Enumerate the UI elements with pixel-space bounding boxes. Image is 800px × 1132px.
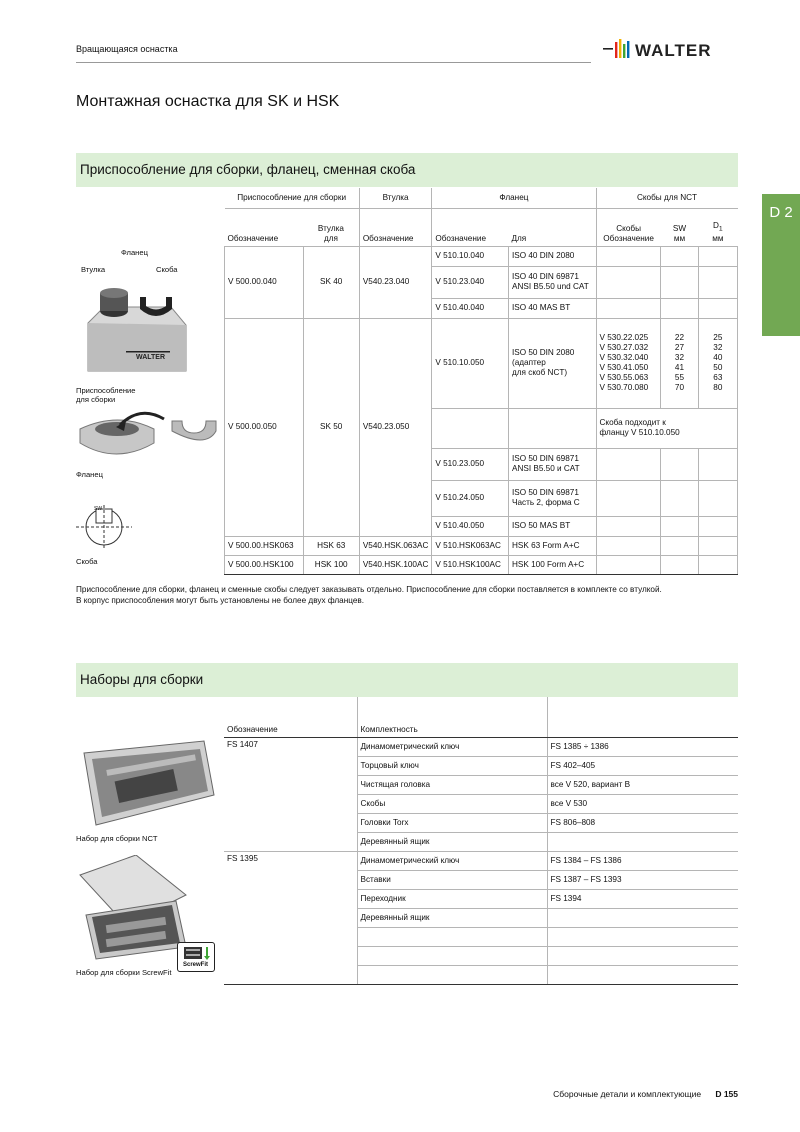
screwfit-badge-label: ScrewFit bbox=[182, 962, 208, 968]
device-cell: V 500.00.HSK100 bbox=[225, 555, 304, 574]
table-row bbox=[224, 851, 738, 870]
header-section-title: Вращающаяся оснастка bbox=[76, 44, 178, 54]
device-cell: V 500.00.040 bbox=[225, 246, 304, 318]
sw-list: 22 27 32 41 55 70 bbox=[661, 318, 698, 408]
label-clip: Скоба bbox=[76, 557, 98, 566]
device-cell: V 500.00.050 bbox=[225, 318, 304, 536]
flange-for-cell: ISO 40 MAS BT bbox=[508, 298, 596, 318]
set-item-name: Вставки bbox=[357, 870, 547, 889]
note-line: Приспособление для сборки, фланец и сменные скобы следует заказывать отдельно. Приспособление для сборки поставляется в комплекте со втулкой. bbox=[76, 585, 662, 594]
set-item-name: Динамометрический ключ bbox=[357, 737, 547, 756]
col-flange-for: Для bbox=[508, 208, 596, 246]
set-item-name: Торцовый ключ bbox=[357, 756, 547, 775]
group-device: Приспособление для сборки bbox=[225, 188, 360, 208]
set-item-value: FS 402–405 bbox=[547, 756, 738, 775]
set-item-value: FS 806–808 bbox=[547, 813, 738, 832]
col-d1: $D_1$ мм bbox=[712, 220, 724, 243]
col-set-contents: Комплектность bbox=[357, 697, 547, 737]
label-dim-sw: SW bbox=[94, 506, 103, 512]
flange-cell: V 510.HSK100AC bbox=[432, 555, 509, 574]
set-item-value: FS 1387 – FS 1393 bbox=[547, 870, 738, 889]
flange-cell: V 510.24.050 bbox=[432, 480, 509, 516]
flange-for-cell: ISO 50 DIN 69871 ANSI B5.50 и CAT bbox=[508, 448, 596, 480]
group-sleeve: Втулка bbox=[359, 188, 432, 208]
set-item-value: все V 530 bbox=[547, 794, 738, 813]
group-flange: Фланец bbox=[432, 188, 596, 208]
flange-cell: V 510.23.050 bbox=[432, 448, 509, 480]
set-item-name: Чистящая головка bbox=[357, 775, 547, 794]
set-item-value: FS 1385 ÷ 1386 bbox=[547, 737, 738, 756]
sleeve-cell: V540.HSK.063AC bbox=[359, 536, 432, 555]
set-item-name: Динамометрический ключ bbox=[357, 851, 547, 870]
set-item-name bbox=[357, 927, 547, 946]
flange-for-cell: ISO 50 MAS BT bbox=[508, 516, 596, 536]
device-image bbox=[76, 273, 216, 378]
chapter-tab[interactable] bbox=[762, 194, 800, 336]
set-item-value: FS 1394 bbox=[547, 889, 738, 908]
flange-for-cell: ISO 50 DIN 69871 Часть 2, форма С bbox=[508, 480, 596, 516]
section1-illustrations bbox=[76, 243, 224, 573]
sleeve-cell: V540.23.040 bbox=[359, 246, 432, 318]
flange-cell: V 510.40.050 bbox=[432, 516, 509, 536]
set-item-value bbox=[547, 946, 738, 965]
flange-cell: V 510.HSK063AC bbox=[432, 536, 509, 555]
d1-list: 25 32 40 50 63 80 bbox=[698, 318, 737, 408]
note-line: В корпус приспособления могут быть установлены не более двух фланцев. bbox=[76, 596, 365, 606]
flange-cell: V 510.23.040 bbox=[432, 266, 509, 298]
screwfit-set-label: Набор для сборки ScrewFit bbox=[76, 968, 172, 977]
flange-cell: V 510.10.040 bbox=[432, 246, 509, 266]
set-item-value: FS 1384 – FS 1386 bbox=[547, 851, 738, 870]
label-device: Приспособление bbox=[76, 386, 136, 395]
set-item-name: Головки Torx bbox=[357, 813, 547, 832]
sleeve-for-cell: HSK 100 bbox=[303, 555, 359, 574]
col-designation: Обозначение bbox=[227, 233, 279, 243]
group-clips: Скобы для NCT bbox=[596, 188, 738, 208]
footer bbox=[553, 1089, 738, 1099]
flange-for-cell: HSK 63 Form A+C bbox=[508, 536, 596, 555]
set-item-name: Деревянный ящик bbox=[357, 908, 547, 927]
col-sw: SW мм bbox=[672, 223, 687, 243]
flange-for-cell: ISO 40 DIN 69871 ANSI B5.50 und CAT bbox=[508, 266, 596, 298]
sets-table bbox=[224, 697, 738, 985]
table-row bbox=[225, 536, 738, 555]
label-device-2: для сборки bbox=[76, 395, 116, 404]
sleeve-cell: V540.HSK.100AC bbox=[359, 555, 432, 574]
nct-set-label: Набор для сборки NCT bbox=[76, 834, 158, 843]
nct-set-image bbox=[76, 735, 216, 831]
table-row bbox=[225, 555, 738, 574]
svg-text:WALTER: WALTER bbox=[136, 354, 166, 361]
col-sleeve-designation: Обозначение bbox=[359, 208, 432, 246]
set1-designation: FS 1407 bbox=[224, 737, 357, 851]
svg-text:WALTER: WALTER bbox=[635, 41, 712, 60]
col-sleeve-for: Втулка для bbox=[303, 208, 359, 246]
section1-notes bbox=[76, 584, 738, 606]
set-item-value: все V 520, вариант B bbox=[547, 775, 738, 794]
set2-designation: FS 1395 bbox=[224, 851, 357, 984]
flange-cell: V 510.10.050 bbox=[432, 318, 509, 408]
label-clip-top: Скоба bbox=[156, 265, 178, 274]
col-clip-designation: Скобы Обозначение bbox=[603, 223, 654, 243]
set-item-name bbox=[357, 946, 547, 965]
page-number: D 155 bbox=[715, 1089, 738, 1099]
section2-title: Наборы для сборки bbox=[80, 672, 204, 687]
col-set-designation: Обозначение bbox=[224, 697, 357, 737]
device-cell: V 500.00.HSK063 bbox=[225, 536, 304, 555]
set-item-name: Деревянный ящик bbox=[357, 832, 547, 851]
screwfit-icon bbox=[178, 944, 214, 962]
sleeve-for-cell: SK 40 bbox=[303, 246, 359, 318]
sleeve-cell: V540.23.050 bbox=[359, 318, 432, 536]
page-title: Монтажная оснастка для SK и HSK bbox=[76, 93, 340, 110]
flange-image bbox=[76, 411, 224, 473]
label-sleeve: Втулка bbox=[81, 265, 106, 274]
table-row bbox=[225, 246, 738, 266]
set-item-value bbox=[547, 927, 738, 946]
section1-title: Приспособление для сборки, фланец, сменная скоба bbox=[80, 162, 416, 177]
clip-list: V 530.22.025 V 530.27.032 V 530.32.040 V 530.41.050 V 530.55.063 V 530.70.080 bbox=[596, 318, 661, 408]
assembly-table bbox=[224, 188, 738, 575]
header-divider bbox=[76, 62, 591, 63]
flange-for-cell: ISO 50 DIN 2080 (адаптер для скоб NCT) bbox=[508, 318, 596, 408]
set-item-value bbox=[547, 965, 738, 984]
clip-note: Скоба подходит к фланцу V 510.10.050 bbox=[596, 408, 738, 448]
footer-text: Сборочные детали и комплектующие bbox=[553, 1089, 702, 1099]
chapter-tab-label: D 2 bbox=[769, 204, 793, 221]
set-item-name: Переходник bbox=[357, 889, 547, 908]
table-row bbox=[225, 318, 738, 408]
sleeve-for-cell: HSK 63 bbox=[303, 536, 359, 555]
label-flange-top: Фланец bbox=[121, 248, 148, 257]
flange-cell: V 510.40.040 bbox=[432, 298, 509, 318]
flange-for-cell: HSK 100 Form A+C bbox=[508, 555, 596, 574]
screwfit-badge bbox=[177, 942, 215, 972]
flange-for-cell: ISO 40 DIN 2080 bbox=[508, 246, 596, 266]
set-item-name: Скобы bbox=[357, 794, 547, 813]
clip-drawing bbox=[76, 505, 136, 555]
set-item-value bbox=[547, 908, 738, 927]
sleeve-for-cell: SK 50 bbox=[303, 318, 359, 536]
table-row bbox=[224, 737, 738, 756]
walter-logo bbox=[603, 38, 743, 60]
label-flange: Фланец bbox=[76, 470, 103, 479]
set-item-name bbox=[357, 965, 547, 984]
col-flange-designation: Обозначение bbox=[435, 233, 486, 243]
set-item-value bbox=[547, 832, 738, 851]
